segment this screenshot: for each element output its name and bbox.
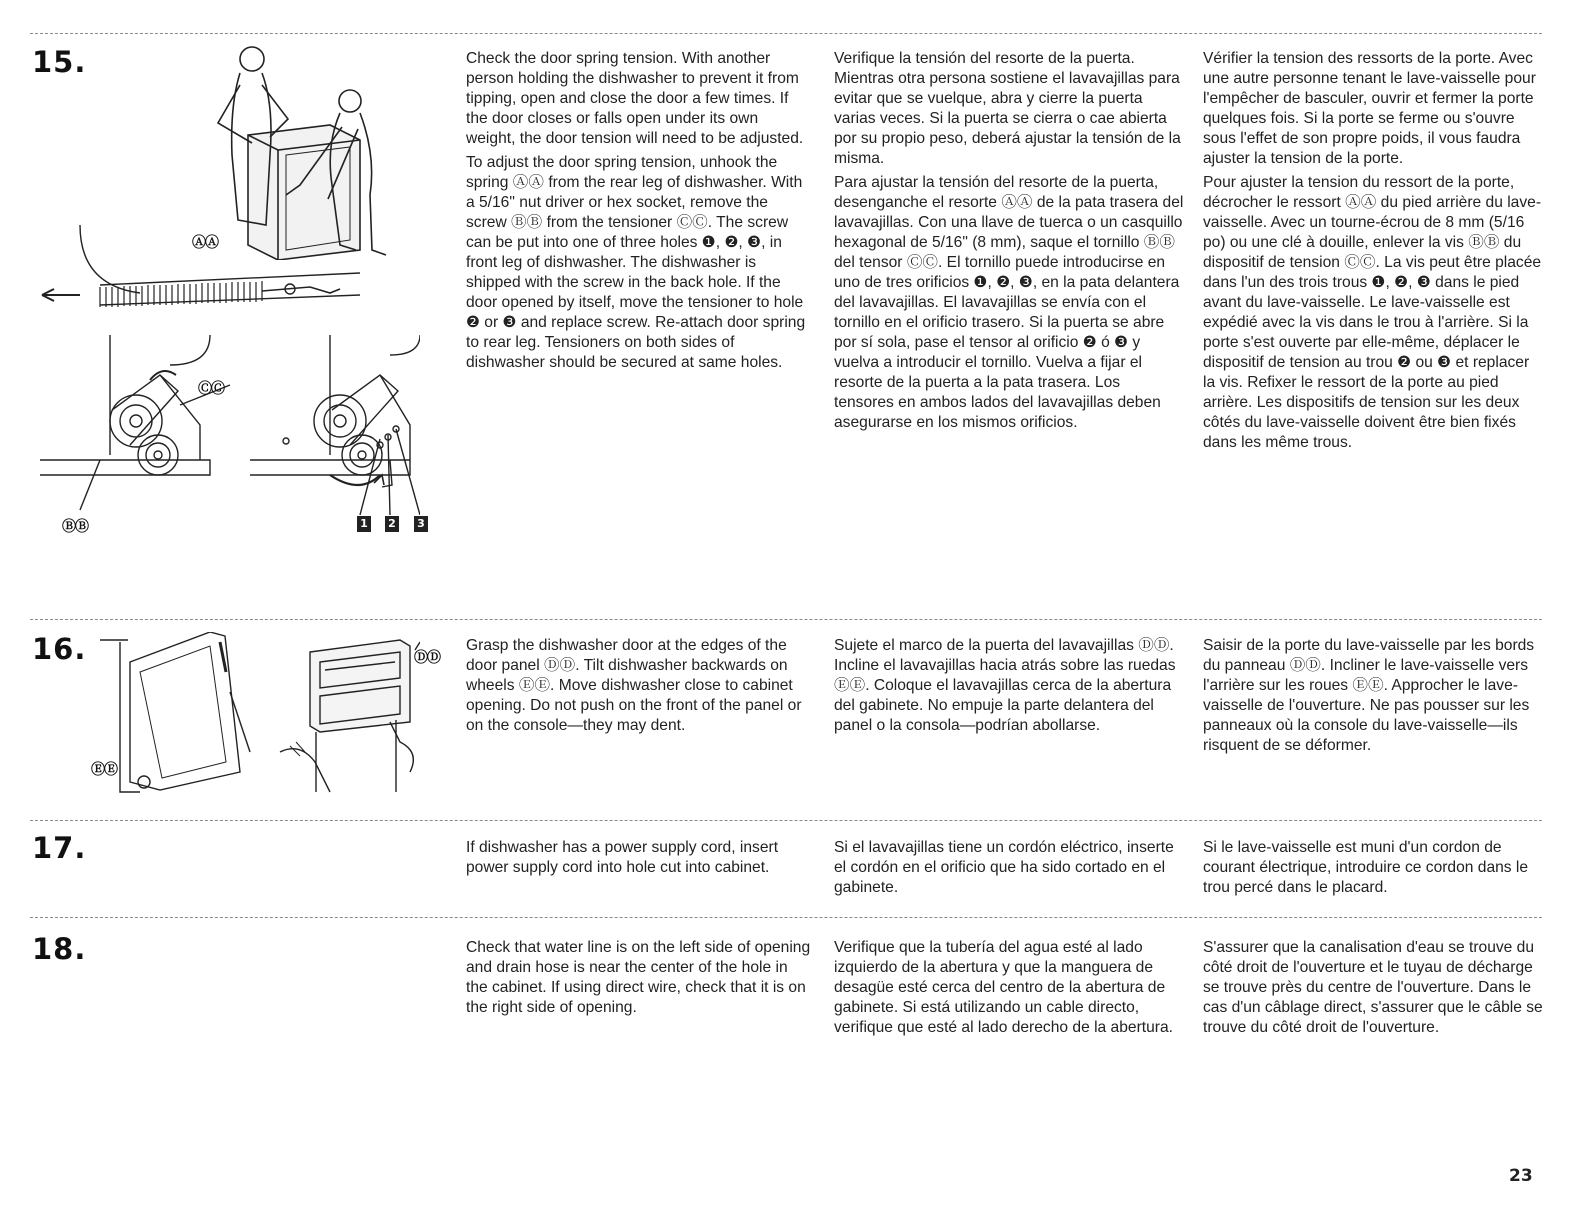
- paragraph: Verifique la tensión del resorte de la puerta. Mientras otra persona sostiene el lavavajillas para evitar que se vuelque, abra y cierre la puerta varias veces. Si la puerta se cierra o cae abierta por su propio peso, deberá ajustar la tensión de la misma.: [834, 50, 1181, 167]
- paragraph: Grasp the dishwasher door at the edges of the door panel ⒹⒹ. Tilt dishwasher backwards on wheels ⒺⒺ. Move dishwasher close to cabinet opening. Do not push on the front of the panel or on the console—they may dent.: [466, 637, 802, 734]
- separator-17-18: [30, 917, 1542, 918]
- step-18-french: [1203, 938, 1545, 1042]
- hole-2-label: 2: [385, 516, 399, 532]
- tensioner-detail-illustration: [40, 335, 420, 515]
- callout-wheels-e: ⒺⒺ: [91, 762, 117, 778]
- callout-spring-a: ⒶⒶ: [192, 235, 218, 251]
- paragraph: Verifique que la tubería del agua esté al lado izquierdo de la abertura y que la manguera de desagüe esté cerca del centro de la abertura de gabinete. Si está utilizando un cable directo, verifique que esté al lado derecho de la abertura.: [834, 939, 1173, 1036]
- hole-3-label: 3: [414, 516, 428, 532]
- callout-tensioner-c: ⒸⒸ: [198, 381, 224, 397]
- step-17-english: [466, 838, 811, 882]
- step-16-english: [466, 636, 811, 740]
- page-number: 23: [1509, 1166, 1533, 1186]
- step-16-spanish: [834, 636, 1184, 740]
- paragraph: Check that water line is on the left side of opening and drain hose is near the center of the hole in the cabinet. If using direct wire, check that it is on the right side of opening.: [466, 939, 811, 1016]
- separator-16-17: [30, 820, 1542, 821]
- hole-1-label: 1: [357, 516, 371, 532]
- callout-door-panel-d: ⒹⒹ: [414, 650, 440, 666]
- separator-15-16: [30, 619, 1542, 620]
- paragraph: Saisir de la porte du lave-vaisselle par les bords du panneau ⒹⒹ. Incliner le lave-vaisselle vers l'arrière sur les roues ⒺⒺ. Approcher le lave-vaisselle de l'ouverture. Ne pas pousser sur les panneaux où la console du lave-vaisselle—ils risquent de se déformer.: [1203, 637, 1535, 754]
- paragraph: Vérifier la tension des ressorts de la porte. Avec une autre personne tenant le lave-vaisselle pour l'empêcher de basculer, ouvrir et fermer la porte quelques fois. Si la porte se ferme ou s'ouvre sous l'effet de son propre poids, il vous faudra ajuster la tension de la porte.: [1203, 50, 1536, 167]
- step-15-spanish: [834, 49, 1184, 437]
- paragraph: S'assurer que la canalisation d'eau se trouve du côté droit de l'ouverture et le tuyau de décharge se trouve près du centre de l'ouverture. Dans le cas d'un câblage direct, s'assurer que le câble se trouve du côté droit de l'ouverture.: [1203, 939, 1543, 1036]
- paragraph: Pour ajuster la tension du ressort de la porte, décrocher le ressort ⒶⒶ du pied arrière du lave-vaisselle. Avec un tourne-écrou de 8 mm (5/16 po) ou une clé à douille, enlever la vis ⒷⒷ du dispositif de tension ⒸⒸ. La vis peut être placée dans l'un des trois trous ❶, ❷, ❸ dans le pied avant du lave-vaisselle. Le lave-vaisselle est expédié avec la vis dans le trou à l'arrière. Si la porte s'est ouverte par elle-même, déplacer le dispositif de tension au trou ❷ ou ❸ et replacer la vis. Refixer le ressort de la porte au pied arrière. Les dispositifs de tension sur les deux côtés du lave-vaisselle doivent être bien fixés dans les même trous.: [1203, 174, 1542, 451]
- paragraph: Si el lavavajillas tiene un cordón eléctrico, inserte el cordón en el orificio que ha sido cortado en el gabinete.: [834, 839, 1174, 896]
- step-15-french: [1203, 49, 1545, 457]
- step-number: 18.: [32, 932, 87, 966]
- step-17-spanish: [834, 838, 1184, 902]
- paragraph: If dishwasher has a power supply cord, insert power supply cord into hole cut into cabinet.: [466, 839, 779, 876]
- step-number: 16.: [32, 632, 87, 666]
- step-16-french: [1203, 636, 1545, 760]
- step-15-english: [466, 49, 811, 377]
- step-number: 17.: [32, 831, 87, 865]
- step-18-english: [466, 938, 811, 1022]
- step-17-french: [1203, 838, 1545, 902]
- step-number: 15.: [32, 45, 87, 79]
- paragraph: Check the door spring tension. With another person holding the dishwasher to prevent it from tipping, open and close the door a few times. If the door closes or falls open under its own weight, the door tension will need to be adjusted.: [466, 50, 804, 147]
- step-18-spanish: [834, 938, 1184, 1042]
- paragraph: To adjust the door spring tension, unhook the spring ⒶⒶ from the rear leg of dishwasher. With a 5/16" nut driver or hex socket, remove the screw ⒷⒷ from the tensioner ⒸⒸ. The screw can be put into one of three holes ❶, ❷, ❸, in front leg of dishwasher. The dishwasher is shipped with the screw in the back hole. If the door opened by itself, move the tensioner to hole ❷ or ❸ and replace screw. Re-attach door spring to rear leg. Tensioners on both sides of dishwasher should be secured at same holes.: [466, 154, 806, 371]
- top-rule: [30, 33, 1542, 34]
- paragraph: Para ajustar la tensión del resorte de la puerta, desenganche el resorte ⒶⒶ de la pata trasera del lavavajillas. Con una llave de tuerca o un casquillo hexagonal de 5/16" (8 mm), saque el tornillo ⒷⒷ del tensor ⒸⒸ. El tornillo puede introducirse en uno de tres orificios ❶, ❷, ❸, en la pata delantera del lavavajillas. El lavavajillas se envía con el tornillo en el orificio trasero. Si la puerta se abre por sí sola, pase el tensor al orificio ❷ ó ❸ y vuelva a introducir el tornillo. Vuelva a fijar el resorte de la puerta a la pata trasera. Los tensores en ambos lados del lavavajillas deben asegurarse en los mismos orificios.: [834, 174, 1184, 431]
- paragraph: Sujete el marco de la puerta del lavavajillas ⒹⒹ. Incline el lavavajillas hacia atrás sobre las ruedas ⒺⒺ. Coloque el lavavajillas cerca de la abertura del gabinete. No empuje la parte delantera del panel o la consola—podrían abollarse.: [834, 637, 1176, 734]
- tilt-dishwasher-illustration: [100, 632, 420, 797]
- callout-screw-b: ⒷⒷ: [62, 519, 88, 535]
- paragraph: Si le lave-vaisselle est muni d'un cordon de courant électrique, introduire ce cordon dans le trou percé dans le placard.: [1203, 839, 1529, 896]
